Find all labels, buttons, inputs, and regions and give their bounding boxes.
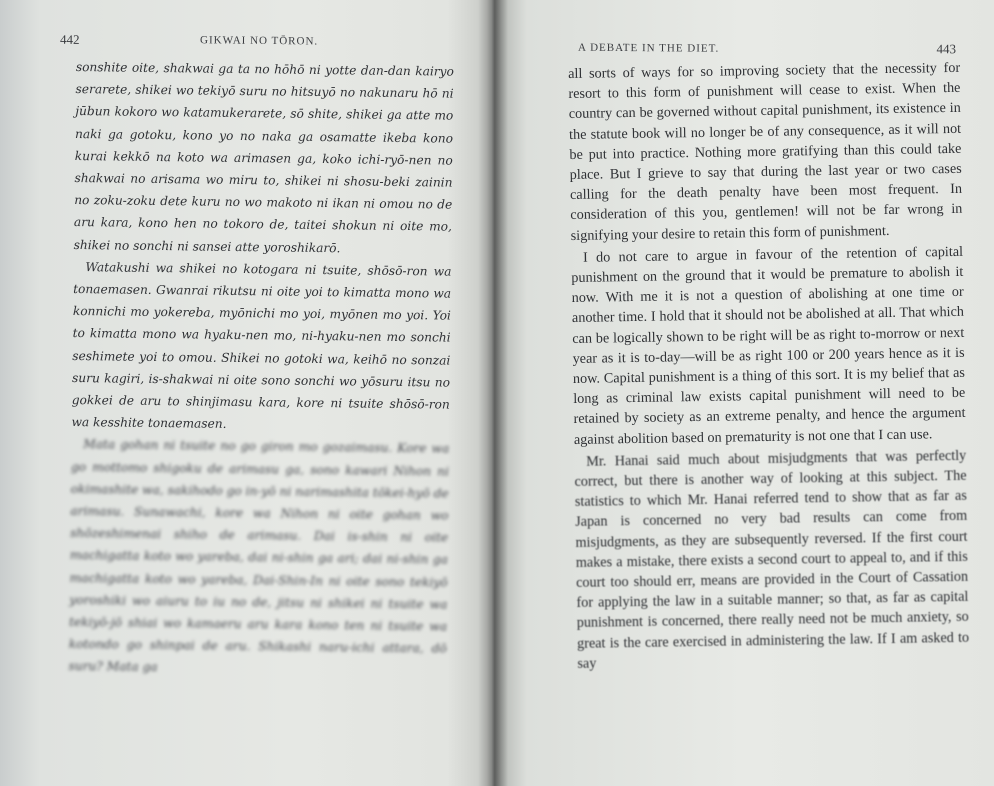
- left-running-title: GIKWAI NO TŌRON.: [199, 34, 319, 48]
- right-paragraph-3: Mr. Hanai said much about misjudgments that was perfectly correct, but there is another way of looking at this subject. The statistics to which Mr. Hanai referred tend to show that as far as Japan is concerned no very bad results can come from misjudgments, as they are subsequently reversed. If the first court makes a mistake, there exists a second court to appeal to, and if this court too should err, means are provided in the Court of Cassation for applying the law in a suitable manner; so that, as far as capital punishment is concerned, there really need not be much anxiety, so great is the care exercised in administering the law. If I am asked to say: [574, 447, 970, 672]
- left-page-body: [68, 56, 454, 682]
- left-page-number: 442: [59, 31, 80, 48]
- right-paragraph-2: I do not care to argue in favour of the retention of capital punishment on the ground that it would be premature to abolish it now. With me it is not a question of abolishing at one time or another time. I hold that it should not be abolished at all. That which can be logically shown to be right will be as right to-morrow or next year as it is to-day—will be as right 100 or 200 years hence as it is now. Capital punishment is a thing of this sort. It is my belief that as long as criminal law exists capital punishment will need to be retained by society as an extreme penalty, and hence the argument against abolition based on prematurity is not one that I can use.: [571, 243, 966, 448]
- left-running-head: [60, 32, 480, 58]
- right-paragraph-1: all sorts of ways for so improving society that the necessity for resort to this form of punishment will cease to exist. When the country can be governed without capital punishment, its existence in the statute book will no longer be of any consequence, as it will not be put into practice. Nothing more gratifying than this could take place. But I grieve to say that during the last year or two cases calling for the death penalty have been most frequent. In consideration of this you, gentlemen! will not be far wrong in signifying your desire to retain this form of punishment.: [568, 59, 963, 244]
- left-paragraph-3: Mata gohan ni tsuite no go giron mo gozaimasu. Kore wa go mottomo shigoku de arimasu ga, sono kawari Nihon ni okimashite wa, sakihodo go in-yō ni narimashita tōkei-hyō de arimasu. Sunawachi, kore wa Nihon ni oite gohan wo shōzeshimenai shiho de arimasu. Dai is-shin ni oite machigatta koto wo yareba, dai ni-shin ga ari; dai ni-shin ga machigatta koto wo yareba, Dai-Shin-In ni oite sono tekiyō yoroshiki wo aiuru to iu no de, jitsu ni shikei ni tsuite wa tekiyō-jō shiai wo kamaeru aru kara kono ten ni tsuite wa kotondo go shinpai de aru. Shikashi naru-ichi attara, dō suru? Mata ga: [68, 437, 450, 675]
- left-paragraph-1: sonshite oite, shakwai ga ta no hōhō ni yotte dan-dan kairyo serarete, shikei wo tekiyō suru no hitsuyō no nakunaru hō ni jūbun kokoro wo katamukerarete, sō shite, shikei ga atte mo naki ga gotoku, kono yo no naka ga osamatte ikeba kono kurai kekkō na koto wa arimasen ga, koko ichi-ryō-nen no shakwai no arisama wo miru to, shikei ni shosu-beki zainin no zoku-zoku dete kuru no wo makoto ni ikan ni omou no de aru kara, kono hen no tokoro de, taitei shokun ni oite mo, shikei no sonchi ni sansei atte yoroshikarō.: [73, 59, 454, 255]
- left-page: [0, 0, 490, 786]
- right-page-number: 443: [936, 41, 957, 57]
- right-running-title: A DEBATE IN THE DIET.: [577, 41, 720, 55]
- right-page-body: [568, 58, 970, 674]
- left-paragraph-2: Watakushi wa shikei no kotogara ni tsuite, shōsō-ron wa tonaemasen. Gwanrai rikutsu ni oite yoi to kimatta mono wa konnichi mo yokereba, myōnichi mo yoi, myōnen mo yoi. Yoi to kimatta mono wa hyaku-nen mo, ni-hyaku-nen mo sonchi seshimete yoi to omou. Shikei no gotoki wa, keihō no sonzai suru kagiri, is-shakwai ni oite sono sonchi wo yōsuru itsu no gokkei de aru to shinjimasu kara, kore ni tsuite shōsō-ron wa kesshite tonaemasen.: [71, 259, 452, 432]
- right-page: [500, 0, 994, 786]
